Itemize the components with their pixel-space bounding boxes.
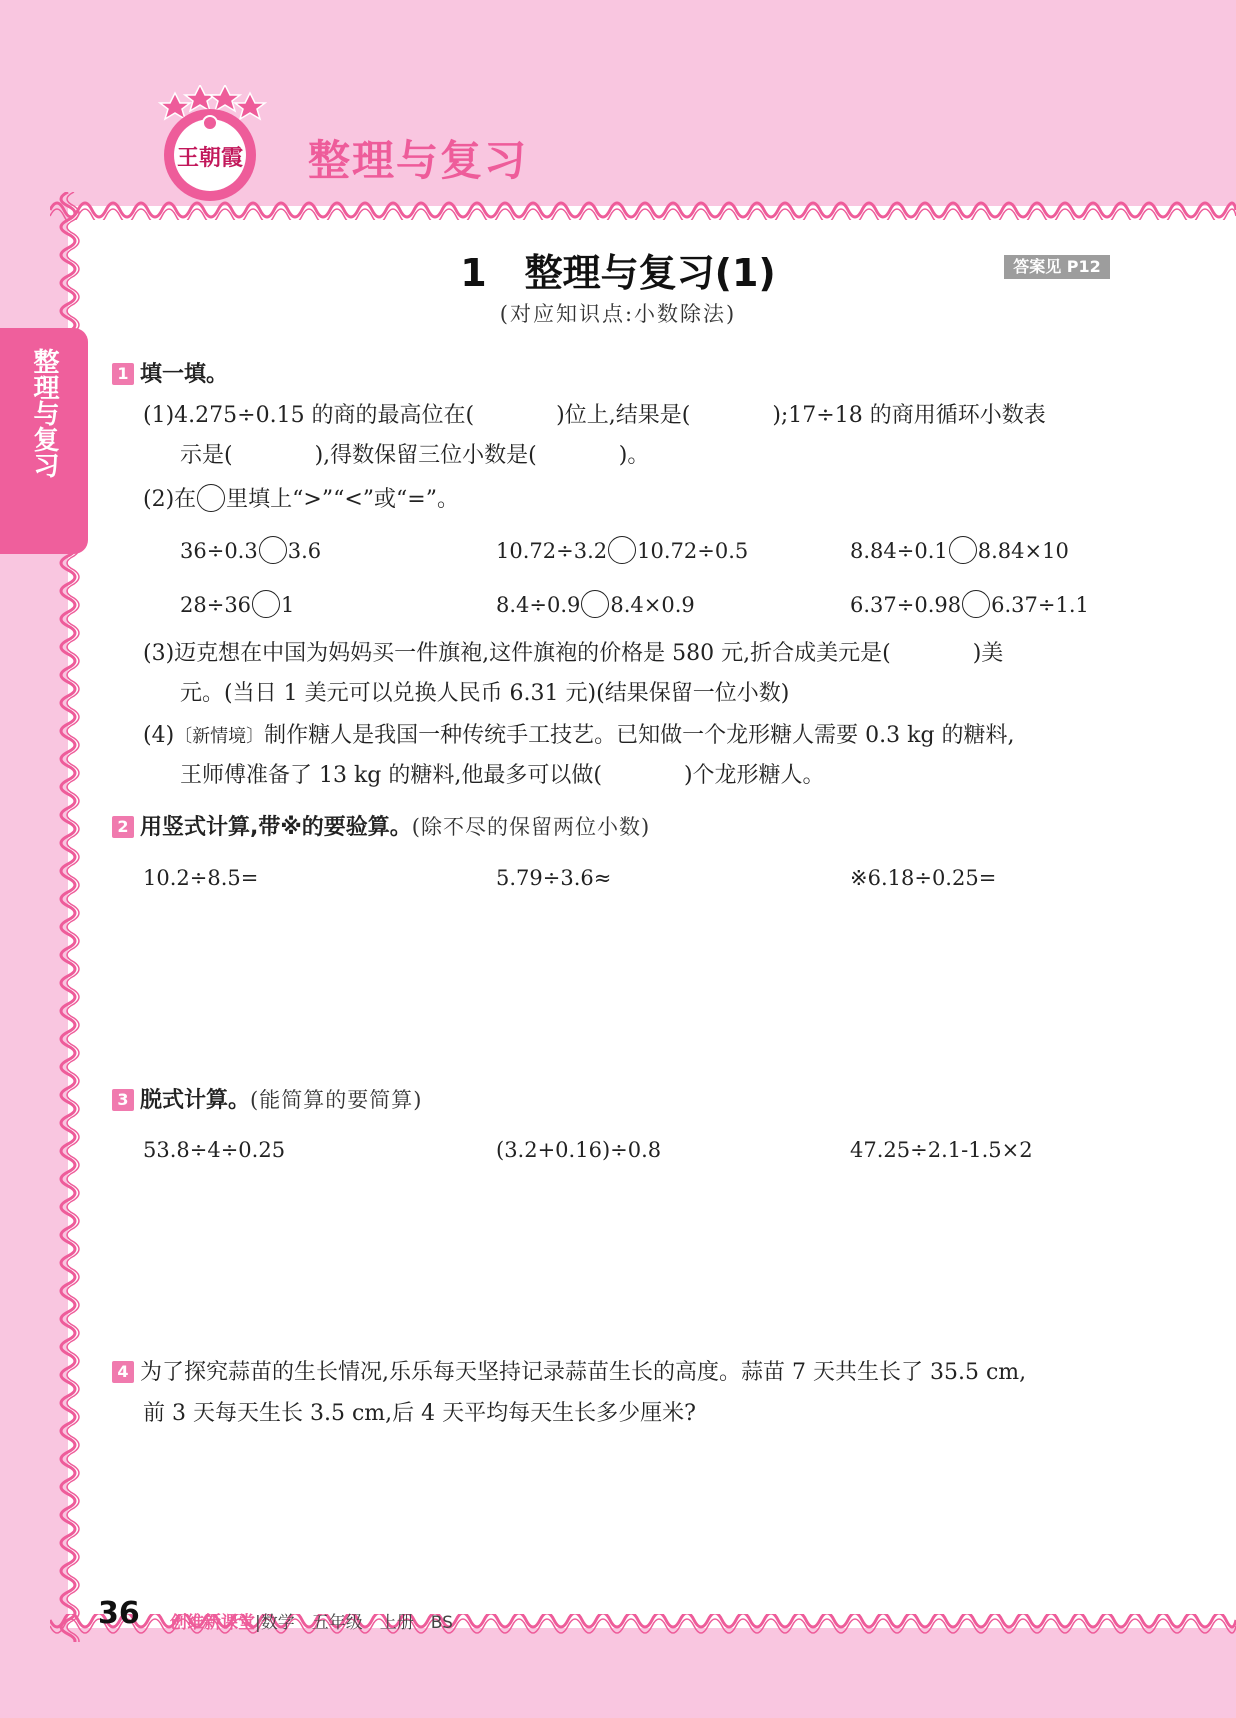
compare-circle-icon: [197, 484, 225, 512]
question-3-heading: [112, 1083, 422, 1114]
question-1-heading: [112, 357, 228, 388]
compare-right: 6.37÷1.1: [991, 593, 1089, 617]
q1-part4-line2: [180, 758, 825, 789]
publisher-logo: [150, 85, 270, 205]
calc-item: (3.2+0.16)÷0.8: [496, 1138, 662, 1162]
compare-circle-input[interactable]: [608, 536, 636, 564]
new-context-tag: 〔新情境〕: [174, 726, 265, 747]
compare-left: 36÷0.3: [180, 539, 258, 563]
wave-border-top: [50, 192, 1236, 220]
compare-circle-input[interactable]: [259, 536, 287, 564]
compare-circle-input[interactable]: [949, 536, 977, 564]
question-text: 为了探究蒜苗的生长情况,乐乐每天坚持记录蒜苗生长的高度。蒜苗 7 天共生长了 35.5 cm,: [140, 1360, 1027, 1385]
q1-part4-line1: [143, 718, 1015, 749]
text-segment: (3)迈克想在中国为妈妈买一件旗袍,这件旗袍的价格是 580 元,折合成美元是(: [143, 641, 891, 666]
text-segment: 制作糖人是我国一种传统手工技艺。已知做一个龙形糖人需要 0.3 kg 的糖料,: [264, 723, 1015, 748]
side-section-tab: [0, 328, 88, 554]
text-segment: 里填上“>”“<”或“=”。: [226, 487, 459, 512]
question-number-badge: 1: [112, 363, 134, 385]
compare-circle-input[interactable]: [962, 590, 990, 618]
question-number-badge: 4: [112, 1361, 134, 1383]
text-segment: (4): [143, 723, 175, 748]
footer-subject: 数学 五年级 上册 BS: [260, 1613, 453, 1633]
question-title: 脱式计算。: [140, 1088, 251, 1113]
lesson-title: 1 整理与复习(1): [460, 251, 776, 295]
text-segment: )个龙形糖人。: [683, 763, 825, 788]
compare-left: 10.72÷3.2: [496, 539, 608, 563]
calc-item: 47.25÷2.1-1.5×2: [850, 1138, 1033, 1162]
compare-item: [496, 536, 748, 564]
question-2-heading: [112, 810, 650, 841]
compare-left: 8.84÷0.1: [850, 539, 948, 563]
compare-item: [180, 536, 321, 564]
question-number-badge: 3: [112, 1089, 134, 1111]
compare-circle-input[interactable]: [252, 590, 280, 618]
question-number-badge: 2: [112, 816, 134, 838]
compare-right: 8.84×10: [977, 539, 1069, 563]
compare-left: 6.37÷0.98: [850, 593, 962, 617]
compare-circle-input[interactable]: [581, 590, 609, 618]
compare-item: [850, 590, 1089, 618]
compare-item: [496, 590, 695, 618]
compare-left: 8.4÷0.9: [496, 593, 581, 617]
footer-brand: 创维新课堂: [170, 1613, 255, 1633]
page-number: 36: [98, 1596, 140, 1631]
question-4-heading: [112, 1355, 1026, 1386]
footer-separator: |: [255, 1613, 261, 1633]
compare-right: 3.6: [287, 539, 322, 563]
calc-item: 53.8÷4÷0.25: [143, 1138, 286, 1162]
question-note: (除不尽的保留两位小数): [411, 815, 651, 839]
lesson-subtitle: (对应知识点:小数除法): [499, 302, 737, 326]
compare-left: 28÷36: [180, 593, 252, 617]
calc-item: 5.79÷3.6≈: [496, 866, 612, 890]
text-segment: 示是(: [180, 443, 233, 468]
compare-item: [180, 590, 294, 618]
q1-part1-line1: [143, 398, 1046, 429]
q1-part1-line2: [180, 438, 649, 469]
calc-item: 10.2÷8.5=: [143, 866, 259, 890]
compare-right: 8.4×0.9: [610, 593, 695, 617]
question-4-line2: 前 3 天每天生长 3.5 cm,后 4 天平均每天生长多少厘米?: [143, 1401, 696, 1426]
q1-part3-line2: 元。(当日 1 美元可以兑换人民币 6.31 元)(结果保留一位小数): [180, 681, 790, 706]
text-segment: ),得数保留三位小数是(: [314, 443, 537, 468]
q1-part3-line1: [143, 636, 1003, 667]
question-note: (能简算的要简算): [250, 1088, 423, 1112]
footer-meta: [170, 1608, 453, 1633]
q1-part2-instruction: [143, 482, 459, 513]
logo-text: 王朝霞: [176, 145, 244, 171]
question-title: 填一填。: [140, 362, 229, 387]
text-segment: (2)在: [143, 487, 197, 512]
text-segment: (1)4.275÷0.15 的商的最高位在(: [143, 403, 475, 428]
answer-reference-badge: 答案见 P12: [1004, 255, 1110, 279]
question-title: 用竖式计算,带※的要验算。: [140, 815, 412, 840]
text-segment: );17÷18 的商用循环小数表: [772, 403, 1046, 428]
text-segment: 王师傅准备了 13 kg 的糖料,他最多可以做(: [180, 763, 602, 788]
text-segment: )位上,结果是(: [556, 403, 691, 428]
compare-right: 10.72÷0.5: [637, 539, 749, 563]
text-segment: )。: [618, 443, 650, 468]
compare-right: 1: [281, 593, 295, 617]
side-tab-label: 整理与复习: [29, 348, 59, 478]
compare-item: [850, 536, 1069, 564]
text-segment: )美: [972, 641, 1004, 666]
section-title: 整理与复习: [308, 136, 529, 185]
calc-item: ※6.18÷0.25=: [850, 866, 997, 890]
